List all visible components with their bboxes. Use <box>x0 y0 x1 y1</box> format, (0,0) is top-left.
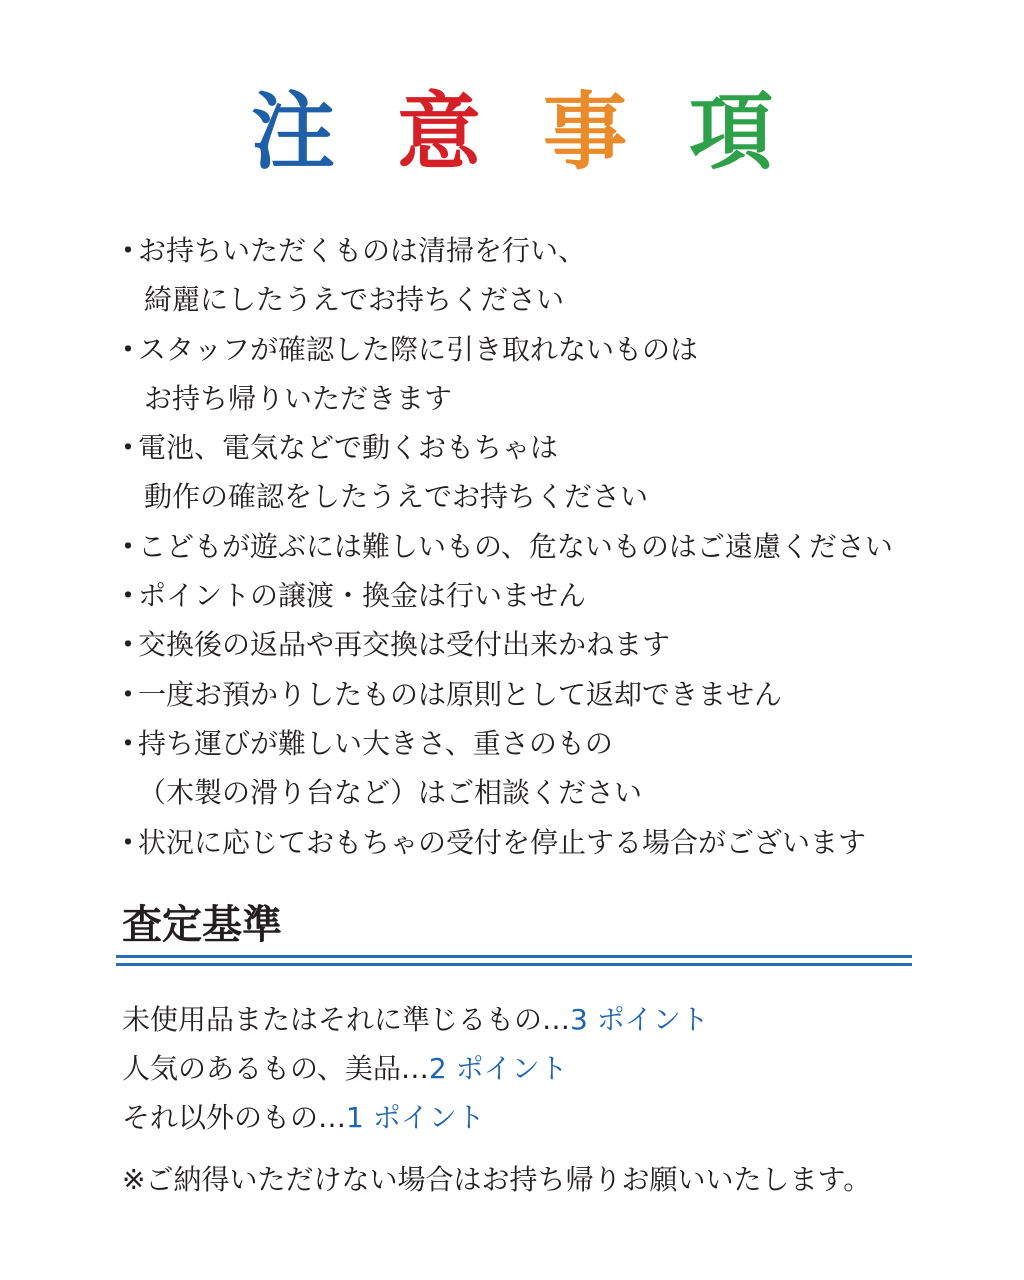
note-line: ポイントの譲渡・換金は行いません <box>138 579 587 613</box>
title-char-1: 注 <box>250 83 335 181</box>
note-line: お持ちいただくものは清掃を行い、 <box>138 234 587 267</box>
note-item <box>110 818 990 867</box>
bullet: ・ <box>114 234 143 267</box>
bullet: ・ <box>114 628 143 662</box>
criterion-item <box>122 1093 1002 1142</box>
bullet: ・ <box>114 431 143 465</box>
title-char-2: 意 <box>396 83 481 181</box>
bullet: ・ <box>114 677 143 711</box>
note-line: こどもが遊ぶには難しいもの、危ないものはご遠慮ください <box>138 529 893 563</box>
note-line: 交換後の返品や再交換は受付出来かねます <box>138 628 671 662</box>
note-item <box>110 522 990 571</box>
note-line: お持ち帰りいただきます <box>144 381 453 415</box>
criterion-item <box>122 995 1002 1044</box>
criterion-label: 人気のあるもの、美品… <box>122 1052 429 1085</box>
section-divider <box>116 955 912 958</box>
note-line: 持ち運びが難しい大きさ、重さのもの <box>138 726 613 760</box>
criterion-label: 未使用品またはそれに準じるもの… <box>122 1003 571 1036</box>
note-line: 一度お預かりしたものは原則として返却できません <box>138 677 783 711</box>
criterion-label: それ以外のもの… <box>122 1101 347 1134</box>
criterion-points: 1 ポイント <box>346 1101 485 1134</box>
note-item <box>110 719 990 818</box>
criteria-list <box>122 995 1002 1142</box>
bullet: ・ <box>114 726 143 760</box>
note-item <box>110 670 990 719</box>
note-item <box>110 620 990 669</box>
title-char-4: 項 <box>688 83 773 181</box>
criterion-points: 2 ポイント <box>428 1052 568 1085</box>
bullet: ・ <box>114 579 143 613</box>
note-item <box>110 226 990 325</box>
note-line: 状況に応じておもちゃの受付を停止する場合がございます <box>138 825 867 859</box>
footnote: ※ご納得いただけない場合はお持ち帰りお願いいたします。 <box>122 1163 872 1196</box>
section-title: 査定基準 <box>122 902 282 948</box>
bullet: ・ <box>114 332 143 366</box>
note-item <box>110 423 990 522</box>
note-line: 綺麗にしたうえでお持ちください <box>144 283 565 317</box>
title-char-3: 事 <box>542 83 627 181</box>
notes-list <box>110 226 990 867</box>
note-line: スタッフが確認した際に引き取れないものは <box>138 332 699 366</box>
note-line: （木製の滑り台など）はご相談ください <box>138 776 643 810</box>
note-line: 動作の確認をしたうえでお持ちください <box>144 480 649 514</box>
section-divider <box>116 963 912 966</box>
bullet: ・ <box>114 825 143 859</box>
note-item <box>110 325 990 424</box>
bullet: ・ <box>114 529 143 563</box>
note-line: 電池、電気などで動くおもちゃは <box>138 431 559 465</box>
note-item <box>110 571 990 620</box>
page-title <box>0 82 1024 182</box>
criterion-points: 3 ポイント <box>570 1003 709 1036</box>
criterion-item <box>122 1044 1002 1093</box>
